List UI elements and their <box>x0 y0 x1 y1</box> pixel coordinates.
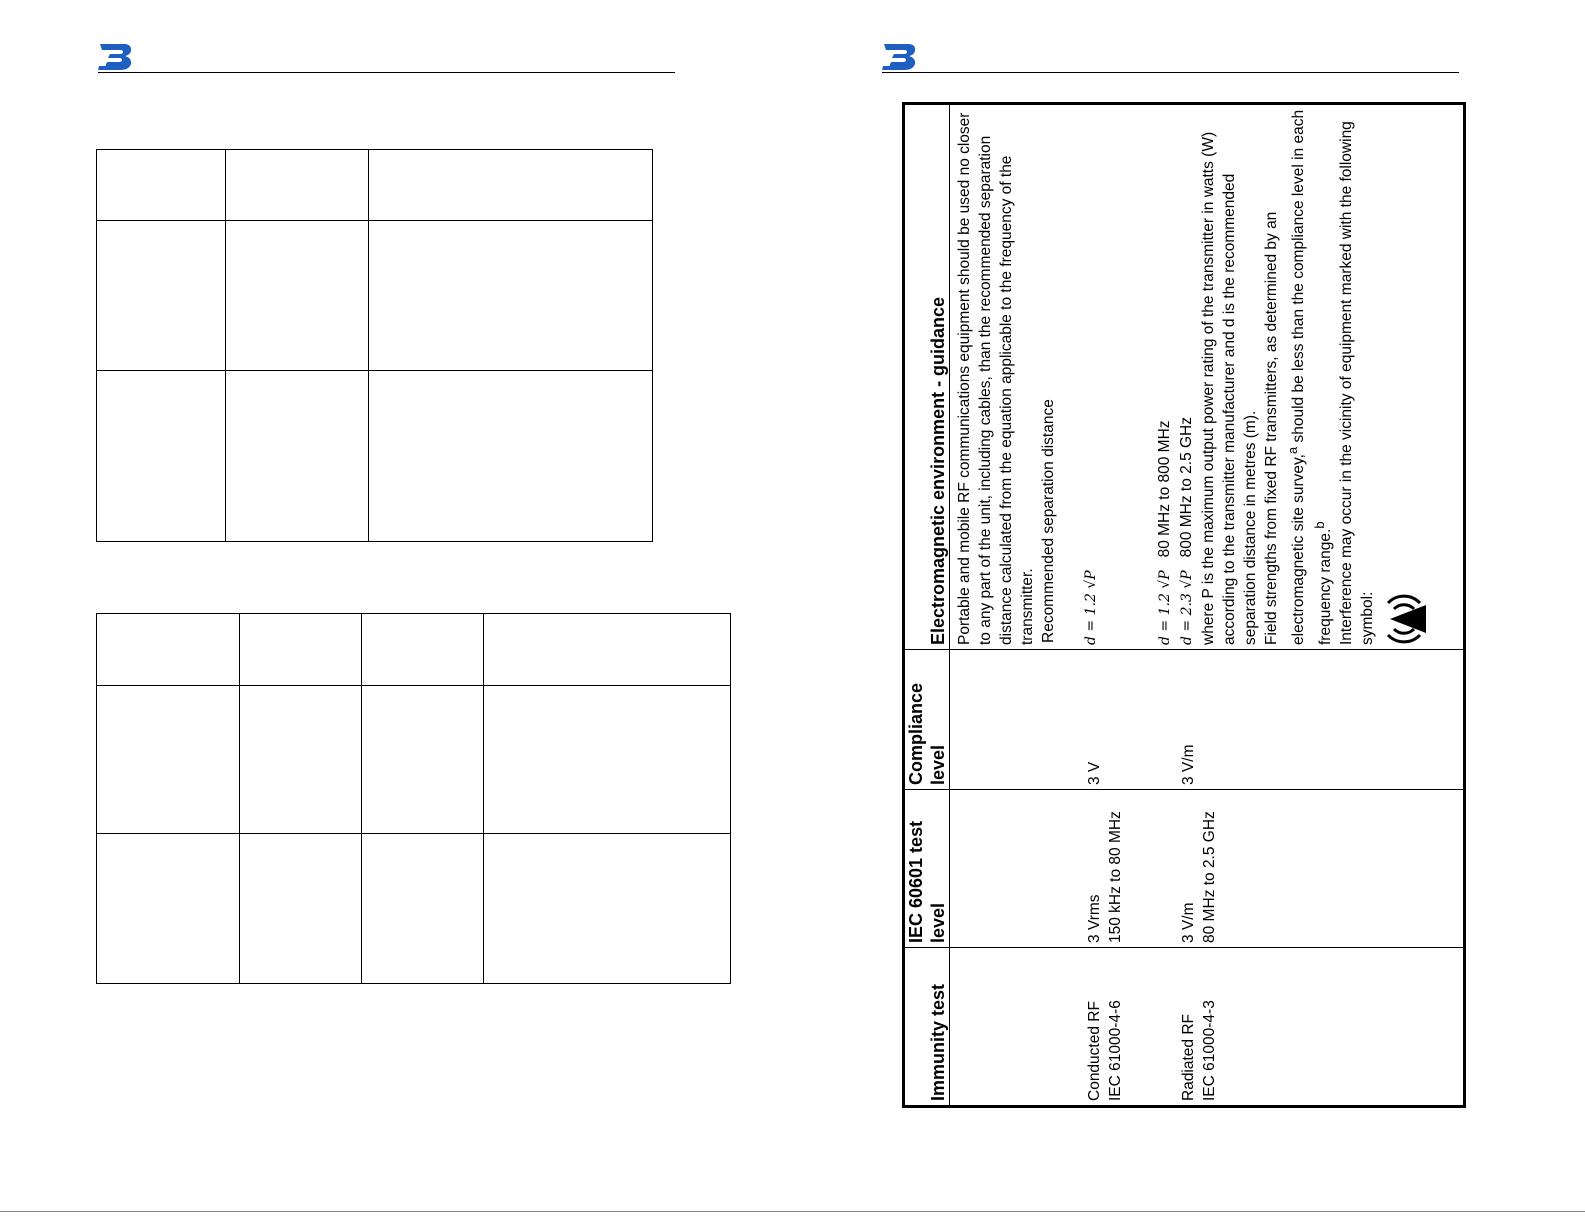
table-cell <box>484 686 731 834</box>
radiated-formula-1: d = 1.2 √P <box>1157 570 1173 645</box>
radiated-standard: IEC 61000-4-3 <box>1201 1000 1218 1101</box>
conducted-compliance: 3 V <box>1086 761 1103 785</box>
radiated-level: 3 V/m <box>1180 902 1197 943</box>
table-cell <box>484 834 731 984</box>
table-row <box>950 105 1464 1106</box>
recommended-distance-label: Recommended separation distance <box>1040 399 1057 643</box>
header-rule-right <box>882 72 1459 73</box>
table-cell <box>240 686 362 834</box>
brand-logo-left <box>98 42 134 72</box>
table-cell <box>362 614 484 686</box>
emc-immunity-table <box>904 104 1464 1106</box>
immunity-test-cell <box>950 948 1464 1106</box>
table-cell <box>226 150 369 221</box>
radiated-formula-2: d = 2.3 √P <box>1179 570 1195 645</box>
field-strength-text: Field strengths from fixed RF transmitters, as determined by an electromagnetic site survey,$^a$ should be less than the compliance level in each frequency range.$^b$ <box>1263 109 1335 645</box>
where-text: where P is the maximum output power rating of the transmitter in watts (W) according to the transmitter manufacturer and d is the recommended separation distance in metres (m). <box>1200 131 1259 645</box>
blank-table-2 <box>96 613 731 984</box>
table-cell <box>369 150 653 221</box>
table-cell <box>362 834 484 984</box>
brand-logo-right <box>882 42 918 72</box>
emc-rotated-content <box>904 104 1464 1106</box>
emc-immunity-table-frame <box>902 102 1466 1108</box>
non-ionizing-radiation-icon <box>1382 593 1428 645</box>
table-cell <box>97 686 240 834</box>
iec-level-cell <box>950 790 1464 948</box>
conducted-standard: IEC 61000-4-6 <box>1107 1000 1124 1101</box>
header-guidance: Electromagnetic environment - guidance <box>905 105 950 650</box>
radiated-test: Radiated RF <box>1180 1013 1197 1101</box>
table-cell <box>97 221 226 371</box>
header-iec-level: IEC 60601 test level <box>905 790 950 948</box>
guidance-intro: Portable and mobile RF communications equipment should be used no closer to any part of the unit, including cables, than the recommended separation distance calculated from the equation applicable to the frequency of the transmitter. <box>956 112 1036 645</box>
table-cell <box>362 686 484 834</box>
header-rule-left <box>98 72 675 73</box>
radiated-compliance: 3 V/m <box>1180 744 1197 785</box>
table-cell <box>369 371 653 542</box>
conducted-test: Conducted RF <box>1086 1001 1103 1101</box>
conducted-level: 3 Vrms <box>1086 894 1103 943</box>
table-cell <box>97 371 226 542</box>
radiated-range: 80 MHz to 2.5 GHz <box>1201 811 1218 943</box>
radiated-range-2: 800 MHz to 2.5 GHz <box>1178 417 1195 558</box>
table-cell <box>97 150 226 221</box>
table-cell <box>226 221 369 371</box>
table-cell <box>97 614 240 686</box>
radiated-formula-1-row <box>1154 109 1176 645</box>
page-bottom-rule <box>0 1211 1585 1212</box>
header-immunity-test: Immunity test <box>905 948 950 1106</box>
table-cell <box>226 371 369 542</box>
radiated-formula-2-row <box>1176 109 1198 645</box>
footnote-a: a <box>1285 446 1300 455</box>
table-cell <box>240 614 362 686</box>
table-cell <box>240 834 362 984</box>
table-cell <box>97 834 240 984</box>
footnote-b: b <box>1312 521 1328 529</box>
table-cell <box>484 614 731 686</box>
table-header-row <box>905 105 950 1106</box>
conducted-range: 150 kHz to 80 MHz <box>1107 811 1124 943</box>
compliance-cell <box>950 650 1464 790</box>
interference-text: Interference may occur in the vicinity of equipment marked with the following symbol: <box>1338 121 1377 645</box>
conducted-formula: d = 1.2 √P <box>1083 570 1099 645</box>
radiated-range-1: 80 MHz to 800 MHz <box>1156 420 1173 558</box>
table-cell <box>369 221 653 371</box>
guidance-cell <box>950 105 1464 650</box>
blank-table-1 <box>96 149 653 542</box>
header-compliance: Compliance level <box>905 650 950 790</box>
